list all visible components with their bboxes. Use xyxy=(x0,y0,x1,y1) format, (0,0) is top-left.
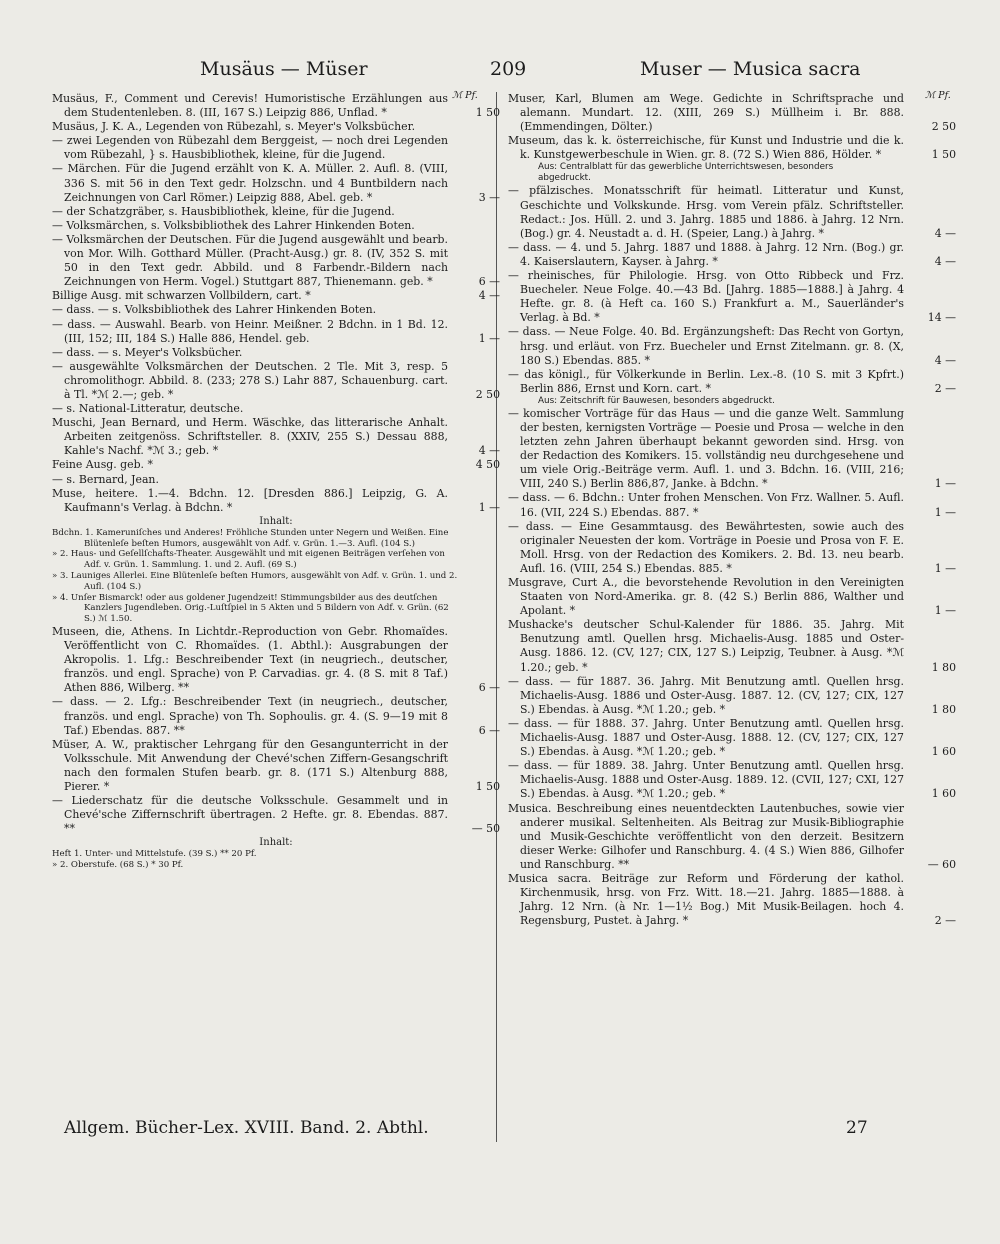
entry-text: Müser, A. W., praktischer Lehrgang für den Gesangunterricht in der Volksschule. Mit Anwendung der Chevé'schen Ziffern-Gesangschrift nach den formalen Stufen bearb. gr. 8. (171 S.) Altenburg 888, Pierer. * xyxy=(52,737,448,794)
entry-text: — dass. — für 1887. 36. Jahrg. Mit Benutzung amtl. Quellen hrsg. Michaelis-Ausg. 1886 und Oster-Ausg. 1887. 12. (CV, 127; CIX, 127 S.) Ebendas. à Ausg. *ℳ 1.20.; geb. * xyxy=(508,674,904,716)
entry-text: Museen, die, Athens. In Lichtdr.-Reproduction von Gebr. Rhomaïdes. Veröffentlicht von C. Rhomaïdes. (1. Abthl.): Ausgrabungen der Akropolis. 1. Lfg.: Beschreibender Text (in neugriech., deutscher, französ. und engl. Sprache) von P. Carvadias. gr. 4. (8 S. mit 8 Taf.) Athen 886, Wilberg. ** xyxy=(52,624,448,695)
entry-text: — dass. — s. Volksbibliothek des Lahrer Hinkenden Boten. xyxy=(52,303,377,317)
catalog-entry xyxy=(508,134,956,162)
entry-text: — Märchen. Für die Jugend erzählt von K. A. Müller. 2. Aufl. 8. (VIII, 336 S. mit 56 in den Text gedr. Holzschn. und 4 Buntbildern nach Zeichnungen von Carl Römer.) Leipzig 888, Abel. geb. * xyxy=(52,162,448,204)
entry-text: Musgrave, Curt A., die bevorstehende Revolution in den Vereinigten Staaten von Nord-Amerika. gr. 8. (42 S.) Berlin 886, Walther und Apolant. * xyxy=(508,576,904,618)
entry-price: 1 60 xyxy=(931,745,956,759)
entry-price: 2 — xyxy=(934,381,956,395)
entry-text: — pfälzisches. Monatsschrift für heimatl. Litteratur und Kunst, Geschichte und Volkskunde. Hrsg. vom Verein pfälz. Schriftsteller. Redact.: Jos. Hüll. 2. und 3. Jahrg. 1885 und 1886. à Jahrg. 12 Nrn. (Bog.) gr. 4. Neustadt a. d. H. (Speier, Lang.) à Jahrg. * xyxy=(508,184,904,240)
catalog-entry xyxy=(52,162,500,204)
catalog-entry xyxy=(508,407,956,492)
catalog-entry xyxy=(52,303,500,317)
entry-price: 1 80 xyxy=(931,660,956,674)
contents-item: Heft 1. Unter- und Mittelstufe. (39 S.) ** 20 Pf. xyxy=(52,849,257,860)
entry-text: — komischer Vorträge für das Haus — und die ganze Welt. Sammlung der besten, kernigsten Vorträge — Poesie und Prosa — welche in den letzten zehn Jahren überhaupt bekannt geworden sind. Hrsg. von der Redaction des Komikers. 15. vollständig neu durchgesehene und um viele Orig.-Beiträge verm. Aufl. 1. und 3. Bdchn. 16. (VIII, 216; VIII, 240 S.) Berlin 886,87, Janke. à Bdchn. * xyxy=(508,406,904,491)
entry-price: 1 60 xyxy=(931,787,956,801)
catalog-entry xyxy=(52,346,500,360)
header-right: Muser — Musica sacra xyxy=(640,58,861,80)
catalog-entry xyxy=(508,759,956,801)
entry-price: 6 — xyxy=(478,275,500,289)
entry-price: 4 — xyxy=(478,289,500,303)
page-number: 209 xyxy=(490,58,527,80)
entry-text: — dass. — 4. und 5. Jahrg. 1887 und 1888. à Jahrg. 12 Nrn. (Bog.) gr. 4. Kaiserslautern, Kayser. à Jahrg. * xyxy=(508,240,904,268)
entry-text: — dass. — Neue Folge. 40. Bd. Ergänzungsheft: Das Recht von Gortyn, hrsg. und erläut. von Frz. Buecheler und Ernst Zitelmann. gr. 8. (X, 180 S.) Ebendas. 885. * xyxy=(508,325,904,367)
left-column xyxy=(52,92,500,871)
catalog-entry xyxy=(508,325,956,367)
entry-text: — rheinisches, für Philologie. Hrsg. von Otto Ribbeck und Frz. Buecheler. Neue Folge. 40.—43 Bd. [Jahrg. 1885—1888.] à Jahrg. 4 Hefte. gr. 8. (à Heft ca. 160 S.) Frankfurt a. M., Sauerländer's Verlag. à Bd. * xyxy=(508,269,904,325)
contents-item: » 3. Launiges Allerlei. Eine Blütenleſe beſten Humors, ausgewählt von Adf. v. Grün. 1. und 2. Aufl. (104 S.) xyxy=(52,571,458,592)
entry-price: 4 — xyxy=(478,444,500,458)
entry-price: 1 — xyxy=(934,604,956,618)
footer-right: 27 xyxy=(846,1118,868,1138)
entry-price: 1 50 xyxy=(475,106,500,120)
entry-text: — dass. — Auswahl. Bearb. von Heinr. Meißner. 2 Bdchn. in 1 Bd. 12. (III, 152; III, 184 S.) Halle 886, Hendel. geb. xyxy=(52,317,448,345)
entry-price: 4 — xyxy=(934,226,956,240)
catalog-entry xyxy=(508,717,956,759)
entry-text: — Liederschatz für die deutsche Volksschule. Gesammelt und in Chevé'sche Ziffernschrift übertragen. 2 Hefte. gr. 8. Ebendas. 887. ** xyxy=(52,794,448,836)
catalog-entry xyxy=(52,219,500,233)
entry-text: — ausgewählte Volksmärchen der Deutschen. 2 Tle. Mit 3, resp. 5 chromolithogr. Abbild. 8. (233; 278 S.) Lahr 887, Schauenburg. cart. à Tl. *ℳ 2.—; geb. * xyxy=(52,359,448,401)
catalog-entry xyxy=(52,360,500,402)
entry-price: — 60 xyxy=(927,857,956,871)
entry-price: 1 — xyxy=(478,500,500,514)
catalog-entry xyxy=(52,92,500,120)
entry-price: — 50 xyxy=(471,822,500,836)
catalog-entry xyxy=(508,802,956,872)
catalog-entry xyxy=(52,402,500,416)
entry-text: — zwei Legenden von Rübezahl dem Berggeist, — noch drei Legenden vom Rübezahl, } s. Hausbibliothek, kleine, für die Jugend. xyxy=(52,134,448,162)
catalog-entry xyxy=(52,625,500,695)
footer-left: Allgem. Bücher-Lex. XVIII. Band. 2. Abthl. xyxy=(64,1118,429,1138)
entry-text: — dass. — 6. Bdchn.: Unter frohen Menschen. Von Frz. Wallner. 5. Aufl. 16. (VII, 224 S.) Ebendas. 887. * xyxy=(508,491,904,519)
entry-text: — dass. — s. Meyer's Volksbücher. xyxy=(52,345,243,359)
entry-price: 1 80 xyxy=(931,702,956,716)
catalog-entry xyxy=(508,872,956,928)
contents-title: Inhalt: xyxy=(259,837,293,849)
entry-price: 1 — xyxy=(934,505,956,519)
entry-text: — Volksmärchen, s. Volksbibliothek des Lahrer Hinkenden Boten. xyxy=(52,218,415,232)
entry-text: — dass. — Eine Gesammtausg. des Bewährtesten, sowie auch des originaler Neuesten der kom. Vorträge in Poesie und Prosa von F. E. Moll. Hrsg. von der Redaction des Komikers. 2. Bd. 13. neu bearb. Aufl. 16. (VIII, 254 S.) Ebendas. 885. * xyxy=(508,519,904,575)
currency-label-right: ℳ Pf. xyxy=(925,90,951,101)
entry-text: Muschi, Jean Bernard, und Herm. Wäschke, das litterarische Anhalt. Arbeiten zeitgenöss. Schriftsteller. 8. (XXIV, 255 S.) Dessau 888, Kahle's Nachf. *ℳ 3.; geb. * xyxy=(52,416,448,458)
entry-price: 1 50 xyxy=(475,780,500,794)
entry-text: — Volksmärchen der Deutschen. Für die Jugend ausgewählt und bearb. von Mor. Wilh. Gotthard Müller. (Pracht-Ausg.) gr. 8. (IV, 352 S. mit 50 in den Text gedr. Abbild. und 8 Farbendr.-Bildern nach Zeichnungen von Herm. Vogel.) Stuttgart 887, Thienemann. geb. * xyxy=(52,232,448,289)
contents-item: » 2. Oberstufe. (68 S.) * 30 Pf. xyxy=(52,860,184,871)
entry-price: 4 — xyxy=(934,353,956,367)
entry-text: Billige Ausg. mit schwarzen Vollbildern, cart. * xyxy=(52,289,311,303)
catalog-entry xyxy=(52,416,500,458)
catalog-entry xyxy=(508,92,956,134)
catalog-entry xyxy=(52,318,500,346)
catalog-entry xyxy=(508,618,956,674)
catalog-entry xyxy=(52,487,500,515)
entry-price: 6 — xyxy=(478,681,500,695)
entry-text: — dass. — für 1889. 38. Jahrg. Unter Benutzung amtl. Quellen hrsg. Michaelis-Ausg. 1888 und Oster-Ausg. 1889. 12. (CVII, 127; CXI, 127 S.) Ebendas. à Ausg. *ℳ 1.20.; geb. * xyxy=(508,759,904,801)
currency-label-left: ℳ Pf. xyxy=(452,90,478,101)
entry-text: — s. National-Litteratur, deutsche. xyxy=(52,402,244,416)
catalog-entry xyxy=(52,205,500,219)
catalog-entry xyxy=(52,134,500,162)
catalog-entry xyxy=(52,794,500,836)
entry-text: Musäus, F., Comment und Cerevis! Humoristische Erzählungen aus dem Studentenleben. 8. (III, 167 S.) Leipzig 886, Unflad. * xyxy=(52,92,448,120)
entry-price: 1 50 xyxy=(931,148,956,162)
entry-text: Musäus, J. K. A., Legenden von Rübezahl, s. Meyer's Volksbücher. xyxy=(52,120,416,134)
entry-price: 4 — xyxy=(934,254,956,268)
catalog-entry xyxy=(508,520,956,576)
entry-text: — dass. — 2. Lfg.: Beschreibender Text (in neugriech., deutscher, französ. und engl. Sprache) von Th. Sophoulis. gr. 4. (S. 9—19 mit 8 Taf.) Ebendas. 887. ** xyxy=(52,695,448,737)
catalog-entry xyxy=(52,233,500,289)
entry-text: Mushacke's deutscher Schul-Kalender für 1886. 35. Jahrg. Mit Benutzung amtl. Quellen hrsg. Michaelis-Ausg. 1885 und Oster-Ausg. 1886. 12. (CV, 127; CIX, 127 S.) Leipzig, Teubner. à Ausg. *ℳ 1.20.; geb. * xyxy=(508,618,904,674)
entry-price: 2 50 xyxy=(475,387,500,401)
entry-text: Muse, heitere. 1.—4. Bdchn. 12. [Dresden 886.] Leipzig, G. A. Kaufmann's Verlag. à Bdchn. * xyxy=(52,486,448,514)
catalog-entry xyxy=(508,184,956,240)
entry-price: 14 — xyxy=(927,311,956,325)
catalog-entry xyxy=(508,675,956,717)
entry-note xyxy=(508,162,956,184)
entry-price: 1 — xyxy=(934,477,956,491)
catalog-entry xyxy=(52,695,500,737)
entry-price: 1 — xyxy=(934,561,956,575)
entry-text: Musica. Beschreibung eines neuentdeckten Lautenbuches, sowie vier anderer musikal. Seltenheiten. Als Beitrag zur Musik-Bibliographie und Musik-Geschichte veröffentlicht von den derzeit. Besitzern dieser Werke: Gilhofer und Ranschburg. 4. (4 S.) Wien 886, Gilhofer und Ranschburg. ** xyxy=(508,801,904,871)
entry-text: — s. Bernard, Jean. xyxy=(52,472,159,486)
entry-text: Muser, Karl, Blumen am Wege. Gedichte in Schriftsprache und alemann. Mundart. 12. (XIII, 269 S.) Müllheim i. Br. 888. (Emmendingen, Dölter.) xyxy=(508,92,904,134)
catalog-entry xyxy=(508,368,956,396)
catalog-entry xyxy=(508,241,956,269)
contents-title: Inhalt: xyxy=(259,515,293,527)
catalog-entry xyxy=(52,458,500,472)
contents-item: Bdchn. 1. Kameruniſches und Anderes! Fröhliche Stunden unter Negern und Weißen. Eine Blütenleſe beſten Humors, ausgewählt von Adf. v. Grün. 1.—3. Aufl. (104 S.) xyxy=(52,527,449,549)
entry-text: Aus: Centralblatt für das gewerbliche Unterrichtswesen, besonders abgedruckt. xyxy=(538,162,834,184)
entry-price: 1 — xyxy=(478,331,500,345)
catalog-entry xyxy=(508,269,956,325)
entry-text: Feine Ausg. geb. * xyxy=(52,458,153,472)
entry-note xyxy=(508,396,956,407)
catalog-entry xyxy=(508,576,956,618)
header-left: Musäus — Müser xyxy=(200,58,368,80)
entry-price: 2 50 xyxy=(931,120,956,134)
entry-price: 6 — xyxy=(478,723,500,737)
entry-text: Aus: Zeitschrift für Bauwesen, besonders abgedruckt. xyxy=(538,395,775,406)
right-column xyxy=(508,92,956,928)
catalog-entry xyxy=(52,120,500,134)
catalog-entry xyxy=(52,738,500,794)
entry-price: 2 — xyxy=(934,914,956,928)
entry-text: — das königl., für Völkerkunde in Berlin. Lex.-8. (10 S. mit 3 Kpfrt.) Berlin 886, Ernst und Korn. cart. * xyxy=(508,367,904,395)
entry-text: — der Schatzgräber, s. Hausbibliothek, kleine, für die Jugend. xyxy=(52,204,395,218)
entry-price: 4 50 xyxy=(475,458,500,472)
contents-item: » 4. Unſer Bismarck! oder aus goldener Jugendzeit! Stimmungsbilder aus des deutſchen Kanzlers Jugendleben. Orig.-Luſtſpiel in 5 Akten und 5 Bildern von Adf. v. Grün. (62 S.) ℳ 1.50. xyxy=(52,592,449,625)
contents-item: » 2. Haus- und Geſellſchafts-Theater. Ausgewählt und mit eigenen Beiträgen verſehen von Adf. v. Grün. 1. Sammlung. 1. und 2. Aufl. (69 S.) xyxy=(52,549,445,571)
entry-text: Museum, das k. k. österreichische, für Kunst und Industrie und die k. k. Kunstgewerbeschule in Wien. gr. 8. (72 S.) Wien 886, Hölder. * xyxy=(508,134,904,162)
catalog-entry xyxy=(52,289,500,303)
entry-price: 3 — xyxy=(478,190,500,204)
catalog-entry xyxy=(508,491,956,519)
entry-text: — dass. — für 1888. 37. Jahrg. Unter Benutzung amtl. Quellen hrsg. Michaelis-Ausg. 1887 und Oster-Ausg. 1888. 12. (CV, 127; CIX, 127 S.) Ebendas. à Ausg. *ℳ 1.20.; geb. * xyxy=(508,716,904,759)
catalog-entry xyxy=(52,473,500,487)
entry-text: Musica sacra. Beiträge zur Reform und Förderung der kathol. Kirchenmusik, hrsg. von Frz. Witt. 18.—21. Jahrg. 1885—1888. à Jahrg. 12 Nrn. (à Nr. 1—1½ Bog.) Mit Musik-Beilagen. hoch 4. Regensburg, Pustet. à Jahrg. * xyxy=(508,871,904,928)
